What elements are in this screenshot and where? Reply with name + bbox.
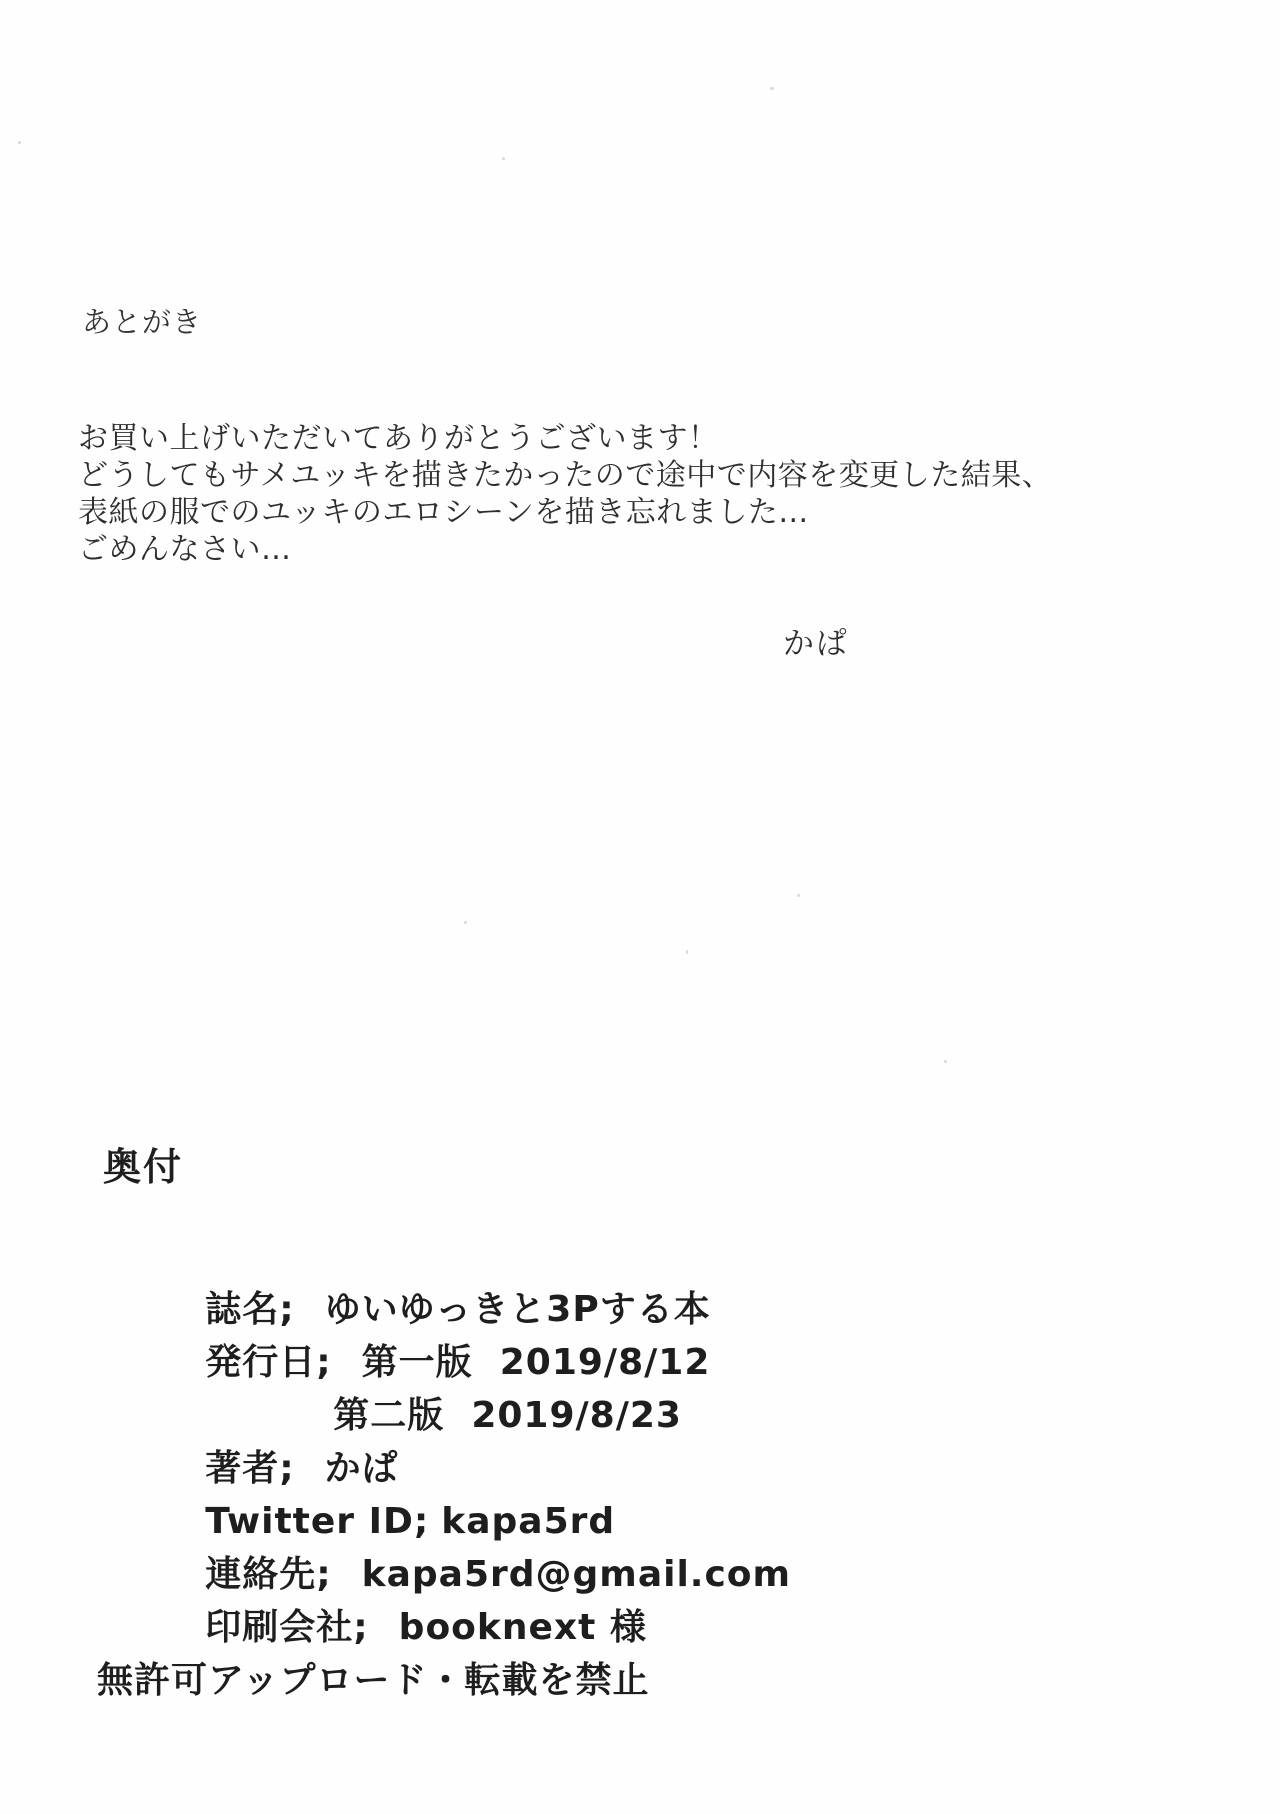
colophon-label: 連絡先; (205, 1554, 332, 1595)
afterword-line: ごめんなさい… (78, 532, 292, 567)
colophon-value: かぱ (324, 1448, 399, 1489)
afterword-line: どうしてもサメユッキを描きたかったので途中で内容を変更した結果、 (78, 458, 1053, 493)
colophon-value: 第二版 2019/8/23 (333, 1395, 682, 1436)
afterword-line: お買い上げいただいてありがとうございます！ (78, 421, 719, 456)
colophon-value: ゆいゆっきと3Pする本 (324, 1289, 711, 1330)
scan-speck (797, 894, 800, 897)
colophon-value: booknext 様 (398, 1607, 647, 1648)
scan-speck (944, 1060, 947, 1063)
colophon-value: kapa5rd@gmail.com (361, 1554, 792, 1595)
colophon-value: kapa5rd (441, 1501, 616, 1542)
afterword-line: 表紙の服でのユッキのエロシーンを描き忘れました… (78, 495, 809, 530)
colophon-label: Twitter ID; (205, 1501, 430, 1542)
colophon-entries (97, 1230, 792, 1648)
colophon-label: 発行日; (205, 1342, 332, 1383)
scan-speck (686, 950, 688, 954)
author-signature: かぱ (783, 626, 849, 662)
colophon-value: 第一版 2019/8/12 (361, 1342, 711, 1383)
colophon-label: 印刷会社; (205, 1607, 369, 1648)
scan-speck (18, 141, 21, 144)
colophon-label: 著者; (205, 1448, 295, 1489)
scan-speck (502, 157, 505, 160)
scan-speck (770, 87, 774, 90)
scan-speck (464, 921, 467, 924)
colophon-heading: 奥付 (103, 1145, 184, 1189)
colophon-label: 誌名; (205, 1289, 295, 1330)
afterword-heading: あとがき (82, 305, 203, 339)
no-reupload-notice: 無許可アップロード・転載を禁止 (97, 1660, 650, 1701)
afterword-body (78, 420, 1052, 568)
colophon-entry-title (97, 1230, 791, 1330)
